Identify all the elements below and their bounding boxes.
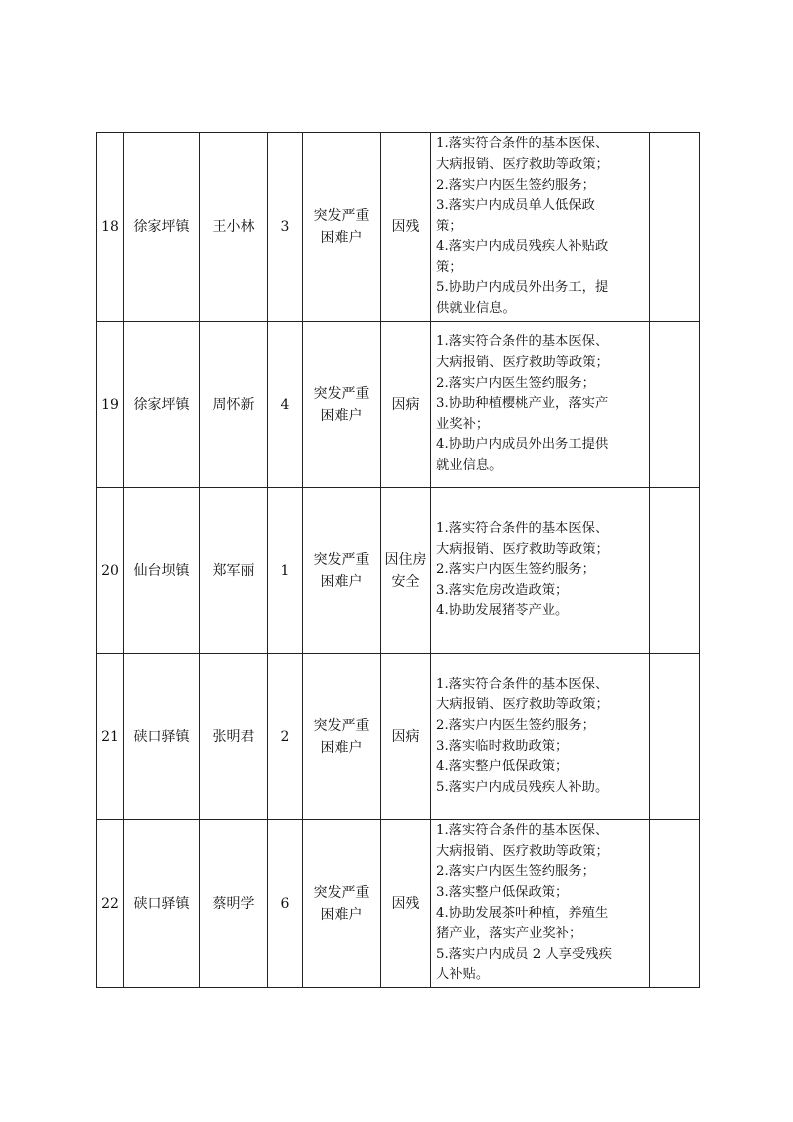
cause-line: 安全: [391, 573, 420, 590]
measure-line: 大病报销、医疗救助等政策；: [436, 156, 609, 172]
household-type-cell: [303, 488, 381, 654]
town-cell: 仙台坝镇: [124, 488, 200, 654]
measure-line: 大病报销、医疗救助等政策；: [436, 355, 609, 371]
measure-line: 1.落实符合条件的基本医保、: [436, 136, 609, 152]
measure-line: 策；: [436, 259, 463, 275]
measure-line: 就业信息。: [436, 457, 503, 473]
cause-cell: [381, 820, 431, 988]
name-cell: 王小林: [200, 133, 268, 322]
measure-line: 3.落实整户低保政策；: [436, 884, 569, 900]
town-cell: 硖口驿镇: [124, 654, 200, 820]
measure-line: 3.落实临时救助政策；: [436, 738, 569, 754]
measure-line: 策；: [436, 218, 463, 234]
measure-line: 大病报销、医疗救助等政策；: [436, 697, 609, 713]
household-type-cell: [303, 322, 381, 488]
household-size-cell: 6: [268, 820, 303, 988]
measure-line: 业奖补；: [436, 416, 490, 432]
town-cell: 徐家坪镇: [124, 322, 200, 488]
row-number: 20: [97, 488, 124, 654]
household-type-line: 困难户: [320, 573, 363, 590]
household-size-cell: 3: [268, 133, 303, 322]
measure-line: 2.落实户内医生签约服务；: [436, 375, 595, 391]
measures-cell: [431, 654, 650, 820]
measures-cell: [431, 820, 650, 988]
household-type-line: 困难户: [320, 230, 363, 246]
household-size-cell: 1: [268, 488, 303, 654]
measure-line: 猪产业，落实产业奖补；: [436, 926, 583, 942]
extra-cell: [650, 322, 700, 488]
measure-line: 1.落实符合条件的基本医保、: [436, 334, 609, 350]
measure-line: 1.落实符合条件的基本医保、: [436, 823, 609, 839]
measure-line: 供就业信息。: [436, 301, 516, 317]
measure-line: 3.落实危房改造政策；: [436, 582, 569, 598]
table-row: [97, 820, 700, 988]
measure-line: 3.协助种植樱桃产业，落实产: [436, 396, 609, 412]
measure-line: 4.协助户内成员外出务工提供: [436, 437, 609, 453]
cause-line: 因残: [391, 219, 420, 235]
household-type-line: 突发严重: [313, 551, 370, 568]
household-type-line: 突发严重: [313, 717, 370, 734]
row-number: 22: [97, 820, 124, 988]
measures-cell: [431, 322, 650, 488]
town-cell: 硖口驿镇: [124, 820, 200, 988]
household-type-line: 突发严重: [313, 208, 370, 224]
cause-line: 因病: [391, 396, 420, 413]
household-type-cell: [303, 820, 381, 988]
measure-line: 2.落实户内医生签约服务；: [436, 177, 595, 193]
household-size-cell: 4: [268, 322, 303, 488]
measure-line: 5.落实户内成员残疾人补助。: [436, 779, 609, 795]
table-row: [97, 654, 700, 820]
household-size-cell: 2: [268, 654, 303, 820]
extra-cell: [650, 820, 700, 988]
cause-cell: [381, 654, 431, 820]
cause-cell: [381, 488, 431, 654]
measure-line: 2.落实户内医生签约服务；: [436, 717, 595, 733]
name-cell: 周怀新: [200, 322, 268, 488]
row-number: 18: [97, 133, 124, 322]
measure-line: 5.落实户内成员 2 人享受残疾: [436, 946, 612, 962]
measure-line: 1.落实符合条件的基本医保、: [436, 521, 609, 537]
cause-cell: [381, 133, 431, 322]
measure-line: 4.协助发展茶叶种植，养殖生: [436, 905, 609, 921]
name-cell: 郑军丽: [200, 488, 268, 654]
measure-line: 1.落实符合条件的基本医保、: [436, 676, 609, 692]
cause-line: 因住房: [384, 551, 427, 568]
table-row: [97, 322, 700, 488]
measure-line: 人补贴。: [436, 967, 490, 983]
measure-line: 大病报销、医疗救助等政策；: [436, 843, 609, 859]
town-cell: 徐家坪镇: [124, 133, 200, 322]
measure-line: 2.落实户内医生签约服务；: [436, 562, 595, 578]
name-cell: 张明君: [200, 654, 268, 820]
cause-line: 因残: [391, 895, 420, 912]
cause-cell: [381, 322, 431, 488]
household-type-line: 突发严重: [313, 385, 370, 402]
row-number: 21: [97, 654, 124, 820]
table-row: [97, 488, 700, 654]
row-number: 19: [97, 322, 124, 488]
extra-cell: [650, 488, 700, 654]
table-row: [97, 133, 700, 322]
measure-line: 4.协助发展猪苓产业。: [436, 603, 569, 619]
name-cell: 蔡明学: [200, 820, 268, 988]
cause-line: 因病: [391, 728, 420, 745]
measures-cell: [431, 488, 650, 654]
measure-line: 4.落实户内成员残疾人补贴政: [436, 239, 609, 255]
household-type-cell: [303, 654, 381, 820]
household-type-line: 困难户: [320, 407, 363, 424]
measure-line: 4.落实整户低保政策；: [436, 759, 569, 775]
household-type-line: 突发严重: [313, 884, 370, 901]
extra-cell: [650, 654, 700, 820]
measure-line: 大病报销、医疗救助等政策；: [436, 541, 609, 557]
extra-cell: [650, 133, 700, 322]
household-type-line: 困难户: [320, 906, 363, 923]
household-type-cell: [303, 133, 381, 322]
household-type-line: 困难户: [320, 739, 363, 756]
measure-line: 2.落实户内医生签约服务；: [436, 864, 595, 880]
measures-cell: [431, 133, 650, 322]
measure-line: 5.协助户内成员外出务工，提: [436, 280, 609, 296]
measure-line: 3.落实户内成员单人低保政: [436, 198, 595, 214]
assistance-table: [96, 132, 700, 988]
